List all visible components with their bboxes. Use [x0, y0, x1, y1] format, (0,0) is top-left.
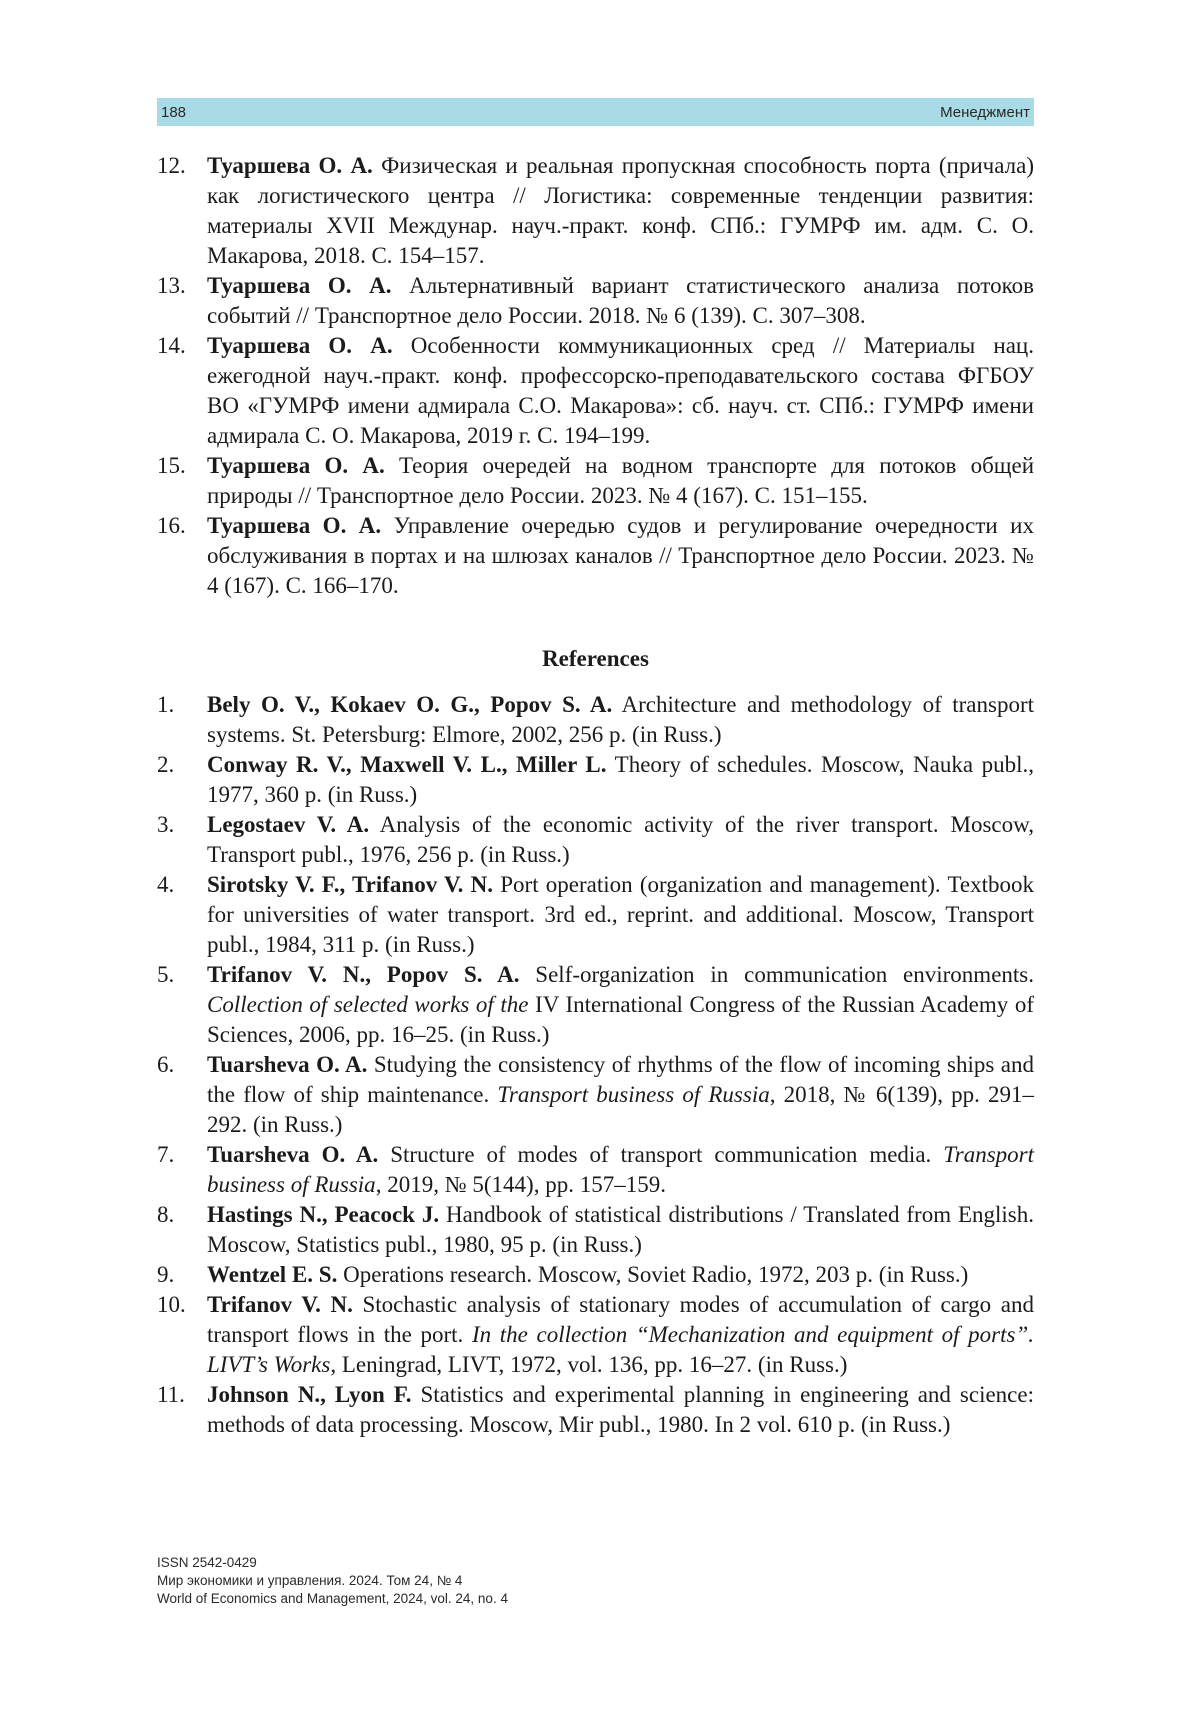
- reference-text: Operations research. Moscow, Soviet Radio, 1972, 203 p. (in Russ.): [337, 1262, 969, 1287]
- reference-item: [157, 1260, 1034, 1290]
- references-heading: References: [542, 646, 649, 671]
- reference-list-english: [157, 690, 1034, 1440]
- reference-text: Statistics and experimental planning in engineering and science: methods of data processing. Moscow, Mir publ., 1980. In 2 vol. 610 p. (in Russ.): [207, 1382, 1034, 1437]
- reference-number: 9.: [157, 1262, 175, 1287]
- reference-list-russian: [157, 151, 1034, 601]
- reference-authors: Trifanov V. N., Popov S. A.: [207, 962, 520, 987]
- reference-text: Studying the consistency of rhythms of the flow of incoming ships and the flow of ship maintenance.: [207, 1052, 1034, 1107]
- reference-text: Self-organization in communication environments.: [519, 962, 1034, 987]
- reference-authors: Legostaev V. A.: [207, 812, 370, 837]
- section-name: Менеджмент: [940, 103, 1030, 121]
- reference-authors: Туаршева О. А.: [207, 513, 382, 538]
- reference-text: Structure of modes of transport communication media.: [378, 1142, 944, 1167]
- reference-item: [157, 1290, 1034, 1380]
- reference-item: [157, 870, 1034, 960]
- reference-authors: Wentzel E. S.: [207, 1262, 338, 1287]
- reference-number: 16.: [157, 513, 186, 538]
- reference-number: 13.: [157, 273, 186, 298]
- reference-item: [157, 271, 1034, 331]
- reference-text: Analysis of the economic activity of the river transport. Moscow, Transport publ., 1976, 256 p. (in Russ.): [207, 812, 1034, 867]
- reference-item: [157, 960, 1034, 1050]
- reference-source: Collection of selected works of the: [207, 992, 529, 1017]
- reference-authors: Туаршева О. А.: [207, 153, 373, 178]
- reference-number: 8.: [157, 1202, 175, 1227]
- reference-item: [157, 451, 1034, 511]
- reference-text: Architecture and methodology of transport systems. St. Petersburg: Elmore, 2002, 256 p. (in Russ.): [207, 692, 1034, 747]
- page-footer: [157, 1554, 508, 1608]
- reference-authors: Туаршева О. А.: [207, 453, 385, 478]
- reference-authors: Туаршева О. А.: [207, 333, 393, 358]
- reference-text: Port operation (organization and management). Textbook for universities of water transport. 3rd ed., reprint. and additional. Moscow, Transport publ., 1984, 311 p. (in Russ.): [207, 872, 1034, 957]
- reference-number: 15.: [157, 453, 186, 478]
- reference-text: Теория очередей на водном транспорте для потоков общей природы // Транспортное дело России. 2023. № 4 (167). С. 151–155.: [207, 453, 1035, 508]
- reference-authors: Туаршева О. А.: [207, 273, 392, 298]
- footer-issn: ISSN 2542-0429: [157, 1555, 257, 1570]
- reference-authors: Hastings N., Peacock J.: [207, 1202, 440, 1227]
- reference-text-cont: , 2019, № 5(144), pp. 157–159.: [375, 1172, 666, 1197]
- reference-text: Альтернативный вариант статистического анализа потоков событий // Транспортное дело России. 2018. № 6 (139). С. 307–308.: [207, 273, 1034, 328]
- reference-item: [157, 1380, 1034, 1440]
- footer-journal-ru: Мир экономики и управления. 2024. Том 24, № 4: [157, 1573, 463, 1588]
- reference-number: 12.: [157, 153, 186, 178]
- reference-number: 5.: [157, 962, 175, 987]
- reference-text: Theory of schedules. Moscow, Nauka publ., 1977, 360 p. (in Russ.): [207, 752, 1034, 807]
- reference-authors: Johnson N., Lyon F.: [207, 1382, 412, 1407]
- reference-source: Transport business of Russia: [207, 1142, 1034, 1197]
- footer-journal-en: World of Economics and Management, 2024, vol. 24, no. 4: [157, 1591, 508, 1606]
- running-header: [157, 98, 1034, 126]
- reference-number: 7.: [157, 1142, 175, 1167]
- reference-number: 1.: [157, 692, 175, 717]
- reference-number: 14.: [157, 333, 186, 358]
- reference-item: [157, 750, 1034, 810]
- reference-authors: Tuarsheva O. A.: [207, 1052, 368, 1077]
- reference-item: [157, 511, 1034, 601]
- reference-source: In the collection “Mechanization and equipment of ports”. LIVT’s Works: [207, 1322, 1034, 1377]
- reference-text: Handbook of statistical distributions / Translated from English. Moscow, Statistics publ., 1980, 95 p. (in Russ.): [207, 1202, 1034, 1257]
- reference-text: Stochastic analysis of stationary modes of accumulation of cargo and transport flows in the port.: [207, 1292, 1035, 1347]
- reference-text: Управление очередью судов и регулирование очередности их обслуживания в портах и на шлюзах каналов // Транспортное дело России. 2023. № 4 (167). С. 166–170.: [207, 513, 1034, 598]
- reference-text-cont: IV International Congress of the Russian Academy of Sciences, 2006, pp. 16–25. (in Russ.): [207, 992, 1034, 1047]
- reference-authors: Sirotsky V. F., Trifanov V. N.: [207, 872, 494, 897]
- reference-number: 3.: [157, 812, 175, 837]
- reference-item: [157, 1200, 1034, 1260]
- reference-authors: Tuarsheva O. A.: [207, 1142, 379, 1167]
- reference-item: [157, 1140, 1034, 1200]
- reference-number: 2.: [157, 752, 175, 777]
- reference-authors: Trifanov V. N.: [207, 1292, 353, 1317]
- reference-number: 4.: [157, 872, 175, 897]
- reference-item: [157, 331, 1034, 451]
- reference-text-cont: , 2018, № 6(139), pp. 291–292. (in Russ.): [207, 1082, 1035, 1137]
- reference-text-cont: , Leningrad, LIVT, 1972, vol. 136, pp. 16–27. (in Russ.): [330, 1352, 848, 1377]
- reference-item: [157, 810, 1034, 870]
- reference-item: [157, 1050, 1034, 1140]
- reference-number: 6.: [157, 1052, 175, 1077]
- reference-authors: Bely O. V., Kokaev O. G., Popov S. A.: [207, 692, 613, 717]
- reference-text: Особенности коммуникационных сред // Материалы нац. ежегодной науч.-практ. конф. профессорско-преподавательского состава ФГБОУ ВО «ГУМРФ имени адмирала С.О. Макарова»: сб. науч. ст. СПб.: ГУМРФ имени адмирала С. О. Макарова, 2019 г. С. 194–199.: [207, 333, 1034, 448]
- reference-item: [157, 690, 1034, 750]
- reference-authors: Conway R. V., Maxwell V. L., Miller L.: [207, 752, 607, 777]
- reference-text: Физическая и реальная пропускная способность порта (причала) как логистического центра // Логистика: современные тенденции развития: материалы XVII Междунар. науч.-практ. конф. СПб.: ГУМРФ им. адм. С. О. Макарова, 2018. С. 154–157.: [207, 153, 1034, 268]
- reference-number: 10.: [157, 1292, 186, 1317]
- page-number: 188: [161, 103, 187, 121]
- reference-number: 11.: [157, 1382, 185, 1407]
- reference-item: [157, 151, 1034, 271]
- reference-source: Transport business of Russia: [497, 1082, 770, 1107]
